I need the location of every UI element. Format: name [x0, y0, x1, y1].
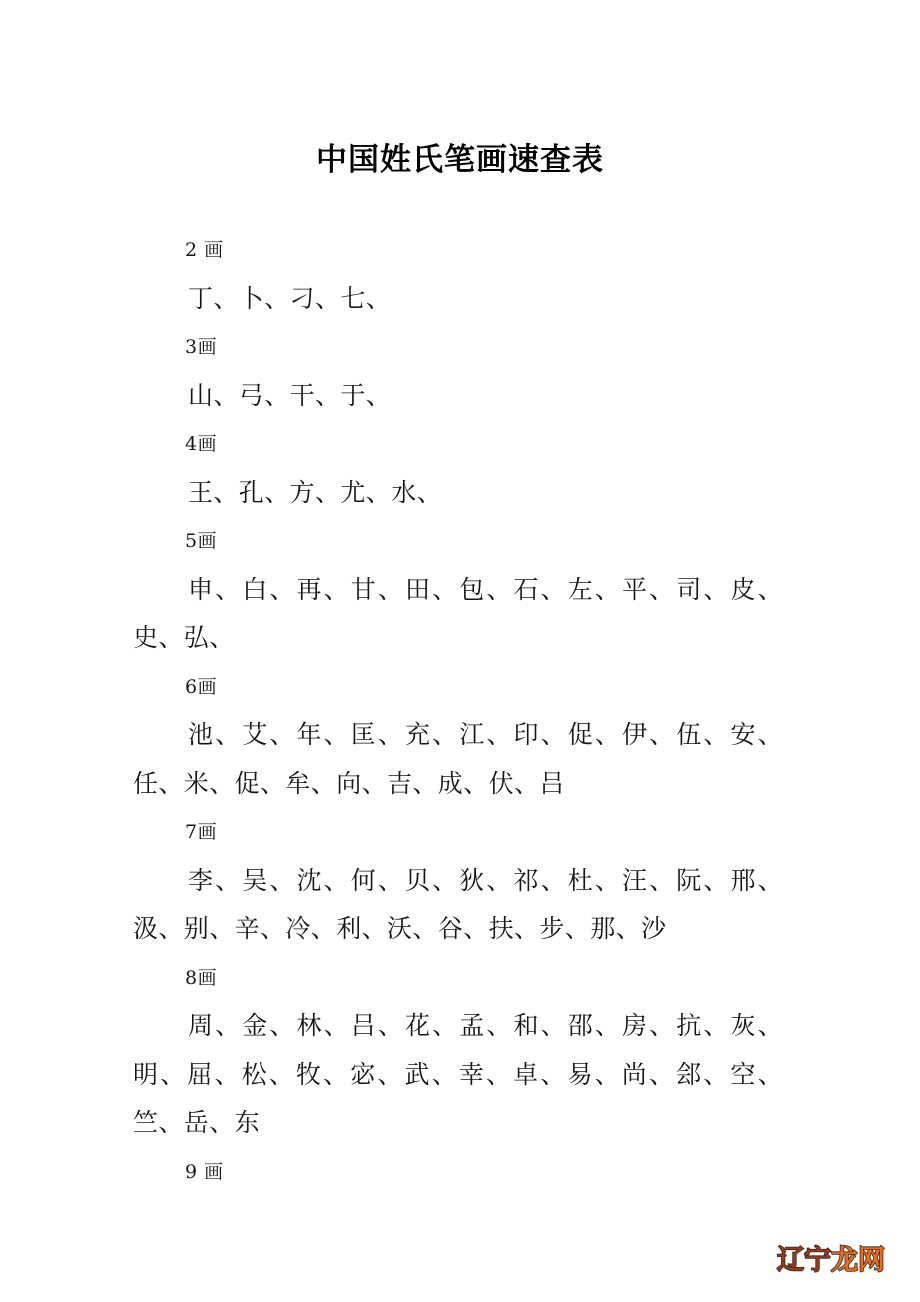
stroke-heading-9: 9 画 [185, 1160, 224, 1183]
page-title: 中国姓氏笔画速查表 [316, 142, 604, 178]
stroke-heading-3: 3画 [185, 336, 218, 358]
watermark-text [777, 1246, 885, 1276]
watermark-part-two: 龙网 [831, 1245, 885, 1276]
site-watermark [760, 1238, 902, 1284]
stroke-heading-7: 7画 [185, 821, 218, 843]
surname-line-5: 申、白、再、甘、田、包、石、左、平、司、皮、史、弘、 [133, 574, 783, 652]
surname-line-6: 池、艾、年、匡、充、江、印、促、伊、伍、安、任、米、促、牟、向、吉、成、伏、吕 [133, 720, 783, 798]
stroke-list [133, 226, 783, 1196]
surname-line-3: 山、弓、干、于、 [188, 380, 392, 410]
surname-line-7: 李、吴、沈、何、贝、狄、祁、杜、汪、阮、邢、汲、别、辛、冷、利、沃、谷、扶、步、那、沙 [133, 865, 783, 943]
stroke-heading-8: 8画 [185, 966, 218, 989]
surname-line-8: 周、金、林、吕、花、孟、和、邵、房、抗、灰、明、屈、松、牧、宓、武、幸、卓、易、尚、郐、空、竺、岳、东 [133, 1011, 783, 1137]
stroke-heading-5: 5画 [185, 530, 218, 552]
surname-line-4: 王、孔、方、尤、水、 [188, 477, 443, 507]
watermark-part-one: 辽宁 [777, 1245, 831, 1276]
stroke-heading-6: 6画 [185, 675, 218, 698]
stroke-heading-4: 4画 [185, 433, 218, 455]
surname-line-2: 丁、卜、刁、七、 [188, 283, 392, 313]
stroke-heading-2: 2 画 [185, 239, 224, 261]
